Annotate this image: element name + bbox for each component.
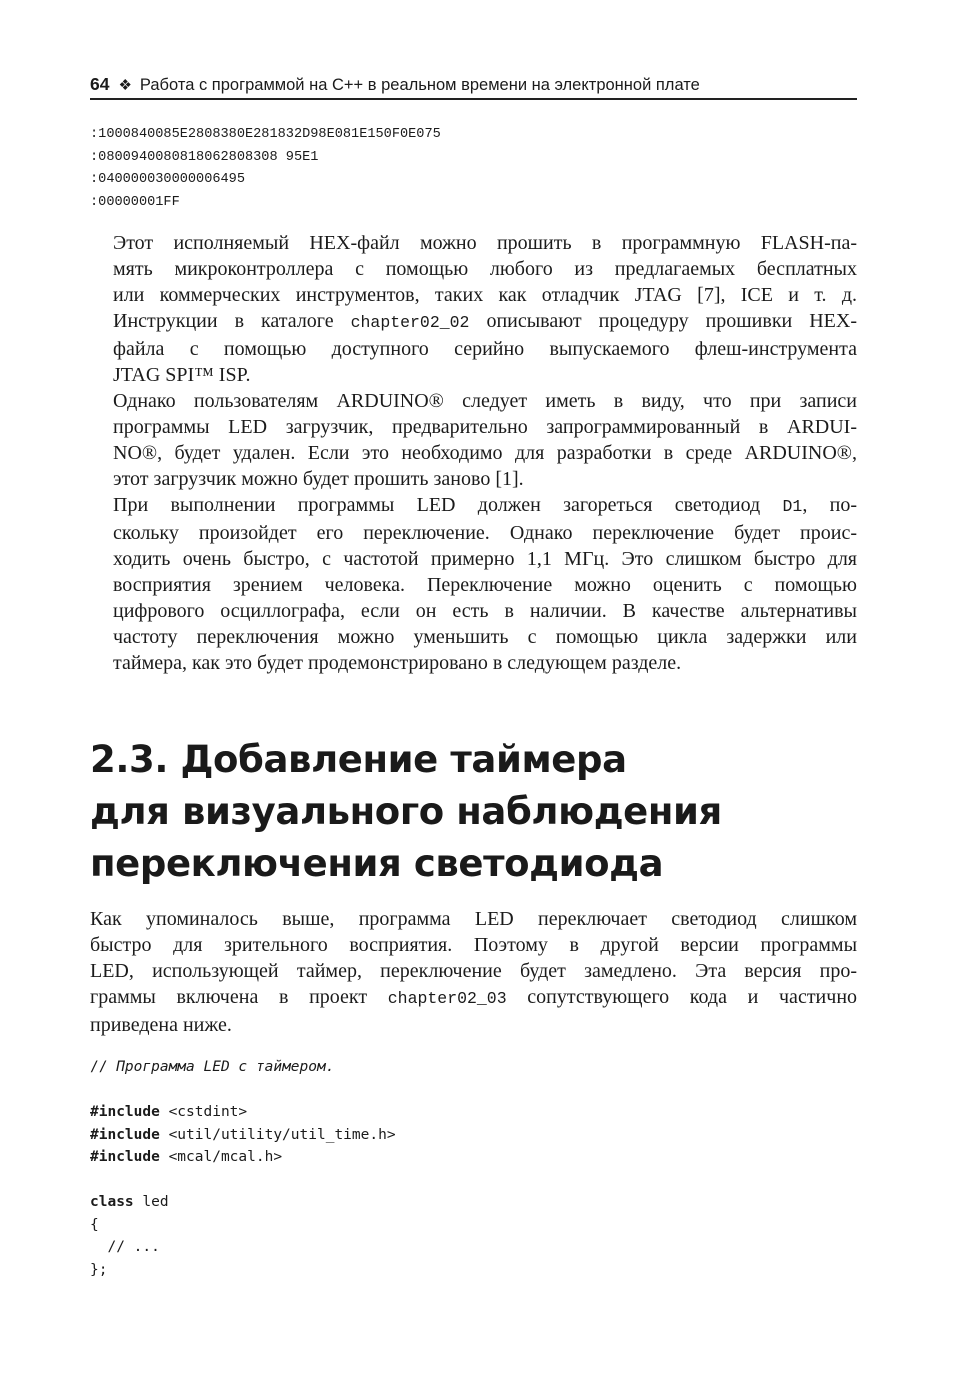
running-header [90,70,857,100]
section-heading: 2.3. Добавление таймера для визуального наблюдения переключения светодиода [90,738,722,885]
code-include-line: #include <cstdint> [90,1104,248,1120]
diamond-ornament-icon: ❖ [118,77,132,94]
hex-line: :00000001FF [90,194,180,210]
code-brace-line: }; [90,1261,108,1278]
body-text-block [90,906,857,1038]
code-listing [90,1056,396,1281]
inline-code: chapter02_02 [350,313,470,332]
running-title: Работа с программой на C++ в реальном времени на электронной плате [139,76,700,94]
code-comment-line: // Программа LED с таймером. [90,1059,335,1075]
hex-line: :1000840085E2808380E281832D98E081E150F0E075 [90,127,441,142]
inline-code: chapter02_03 [387,989,507,1008]
code-brace-line: { [90,1216,99,1233]
paragraph-timer-intro: Как упоминалось выше, программа LED переключает светодиод слишком быстро для зрительного восприятия. Поэтому в другой версии программы LED, использующей таймер, переключение будет замедлено. Эта версия про- граммы включена в проект chapter02_03 сопутствующего кода и частично приведена ниже. [90,908,858,1036]
body-text-block [90,230,857,676]
page-number: 64 [90,74,110,94]
code-include-line: #include <util/utility/util_time.h> [90,1126,396,1143]
code-include-line: #include <mcal/mcal.h> [90,1149,283,1165]
code-class-line: class led [90,1194,169,1210]
inline-code: D1 [782,497,803,516]
hex-line: :040000030000006495 [90,172,245,187]
hex-file-listing [90,124,441,214]
code-blank-line [90,1169,396,1192]
paragraph-hex-flashing: Этот исполняемый HEX-файл можно прошить в программную FLASH-па- мять микроконтроллера с помощью любого из предлагаемых бесплатных или коммерческих инструментов, таких как отладчик JTAG [7], ICE и т. д. Инструкции в каталоге chapter02_02 описывают процедуру прошивки HEX- файла с помощью доступного серийно выпускаемого флеш-инструмента JTAG SPI™ ISP. [113,232,858,386]
paragraph-arduino-bootloader: Однако пользователям ARDUINO® следует иметь в виду, что при записи программы LED загрузчик, предварительно запрограммированный в ARDUI- NO®, будет удален. Если это необходимо для разработки в среде ARDUINO®, этот загрузчик можно будет прошить заново [1]. [113,390,857,490]
hex-line: :0800940080818062808308 95E1 [90,149,319,165]
paragraph-led-toggle: При выполнении программы LED должен загореться светодиод D1, по- скольку произойдет его переключение. Однако переключение будет проис- ходить очень быстро, с частотой примерно 1,1 МГц. Это слишком быстро для восприятия зрением человека. Переключение можно оценить с помощью цифрового осциллографа, если он есть в наличии. В качестве альтернативы частоту переключения можно уменьшить с помощью цикла задержки или таймера, как это будет продемонстрировано в следующем разделе. [113,494,857,674]
code-blank-line [90,1079,396,1102]
code-comment-line: // ... [90,1239,160,1255]
